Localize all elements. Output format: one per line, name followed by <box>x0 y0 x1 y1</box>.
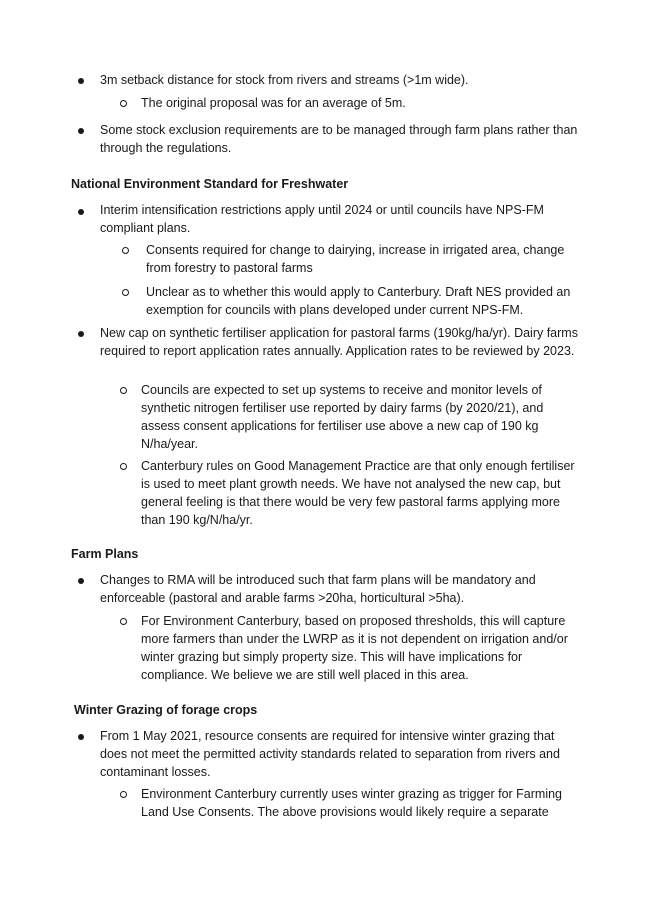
sub-bullet-councils-monitor: Councils are expected to set up systems to receive and monitor levels of synthetic nitrogen fertiliser use reported by dairy farms (by 2020/21), and assess consent applications for fertiliser use above a new cap of 190 kg N/ha/year. <box>141 383 544 451</box>
bullet-icon <box>78 209 84 215</box>
heading-winter-grazing: Winter Grazing of forage crops <box>74 703 258 717</box>
bullet-stock-exclusion: Some stock exclusion requirements are to be managed through farm plans rather than through the regulations. <box>100 123 578 155</box>
sub-bullet-icon <box>120 100 127 107</box>
sub-bullet-icon <box>122 289 129 296</box>
bullet-rma-changes: Changes to RMA will be introduced such that farm plans will be mandatory and enforceable (pastoral and arable farms >20ha, horticultural >5ha). <box>100 573 536 605</box>
bullet-intensification: Interim intensification restrictions apply until 2024 or until councils have NPS-FM compliant plans. <box>100 203 544 235</box>
bullet-setback: 3m setback distance for stock from rivers and streams (>1m wide). <box>100 73 469 87</box>
bullet-icon <box>78 128 84 134</box>
sub-bullet-icon <box>122 247 129 254</box>
sub-bullet-canterbury-unclear: Unclear as to whether this would apply to Canterbury. Draft NES provided an exemption for councils with plans developed under current NPS-FM. <box>146 285 571 317</box>
heading-farm-plans: Farm Plans <box>71 547 139 561</box>
sub-bullet-icon <box>120 387 127 394</box>
bullet-icon <box>78 578 84 584</box>
sub-bullet-consents: Consents required for change to dairying, increase in irrigated area, change from forestry to pastoral farms <box>146 243 565 275</box>
sub-bullet-icon <box>120 791 127 798</box>
bullet-icon <box>78 734 84 740</box>
sub-bullet-ecan-winter: Environment Canterbury currently uses winter grazing as trigger for Farming Land Use Consents. The above provisions would likely require a separate <box>141 787 563 819</box>
bullet-fertiliser-cap: New cap on synthetic fertiliser application for pastoral farms (190kg/ha/yr). Dairy farms required to report application rates annually. Application rates to be reviewed by 2023. <box>100 326 578 358</box>
bullet-icon <box>78 78 84 84</box>
sub-bullet-gmp: Canterbury rules on Good Management Practice are that only enough fertiliser is used to meet plant growth needs. We have not analysed the new cap, but general feeling is that there would be very few pastoral farms applying more than 190 kg/N/ha/yr. <box>141 459 575 527</box>
sub-bullet-icon <box>120 618 127 625</box>
heading-nes: National Environment Standard for Freshwater <box>71 177 349 191</box>
bullet-icon <box>78 331 84 337</box>
sub-bullet-icon <box>120 463 127 470</box>
bullet-resource-consents: From 1 May 2021, resource consents are required for intensive winter grazing that does not meet the permitted activity standards related to separation from rivers and contaminant losses. <box>100 729 560 779</box>
sub-bullet-original-proposal: The original proposal was for an average of 5m. <box>141 96 406 110</box>
sub-bullet-ecan-thresholds: For Environment Canterbury, based on proposed thresholds, this will capture more farmers than under the LWRP as it is not dependent on irrigation and/or winter grazing but simply property size. This will have implications for compliance. We believe we are still well placed in this area. <box>141 614 568 682</box>
